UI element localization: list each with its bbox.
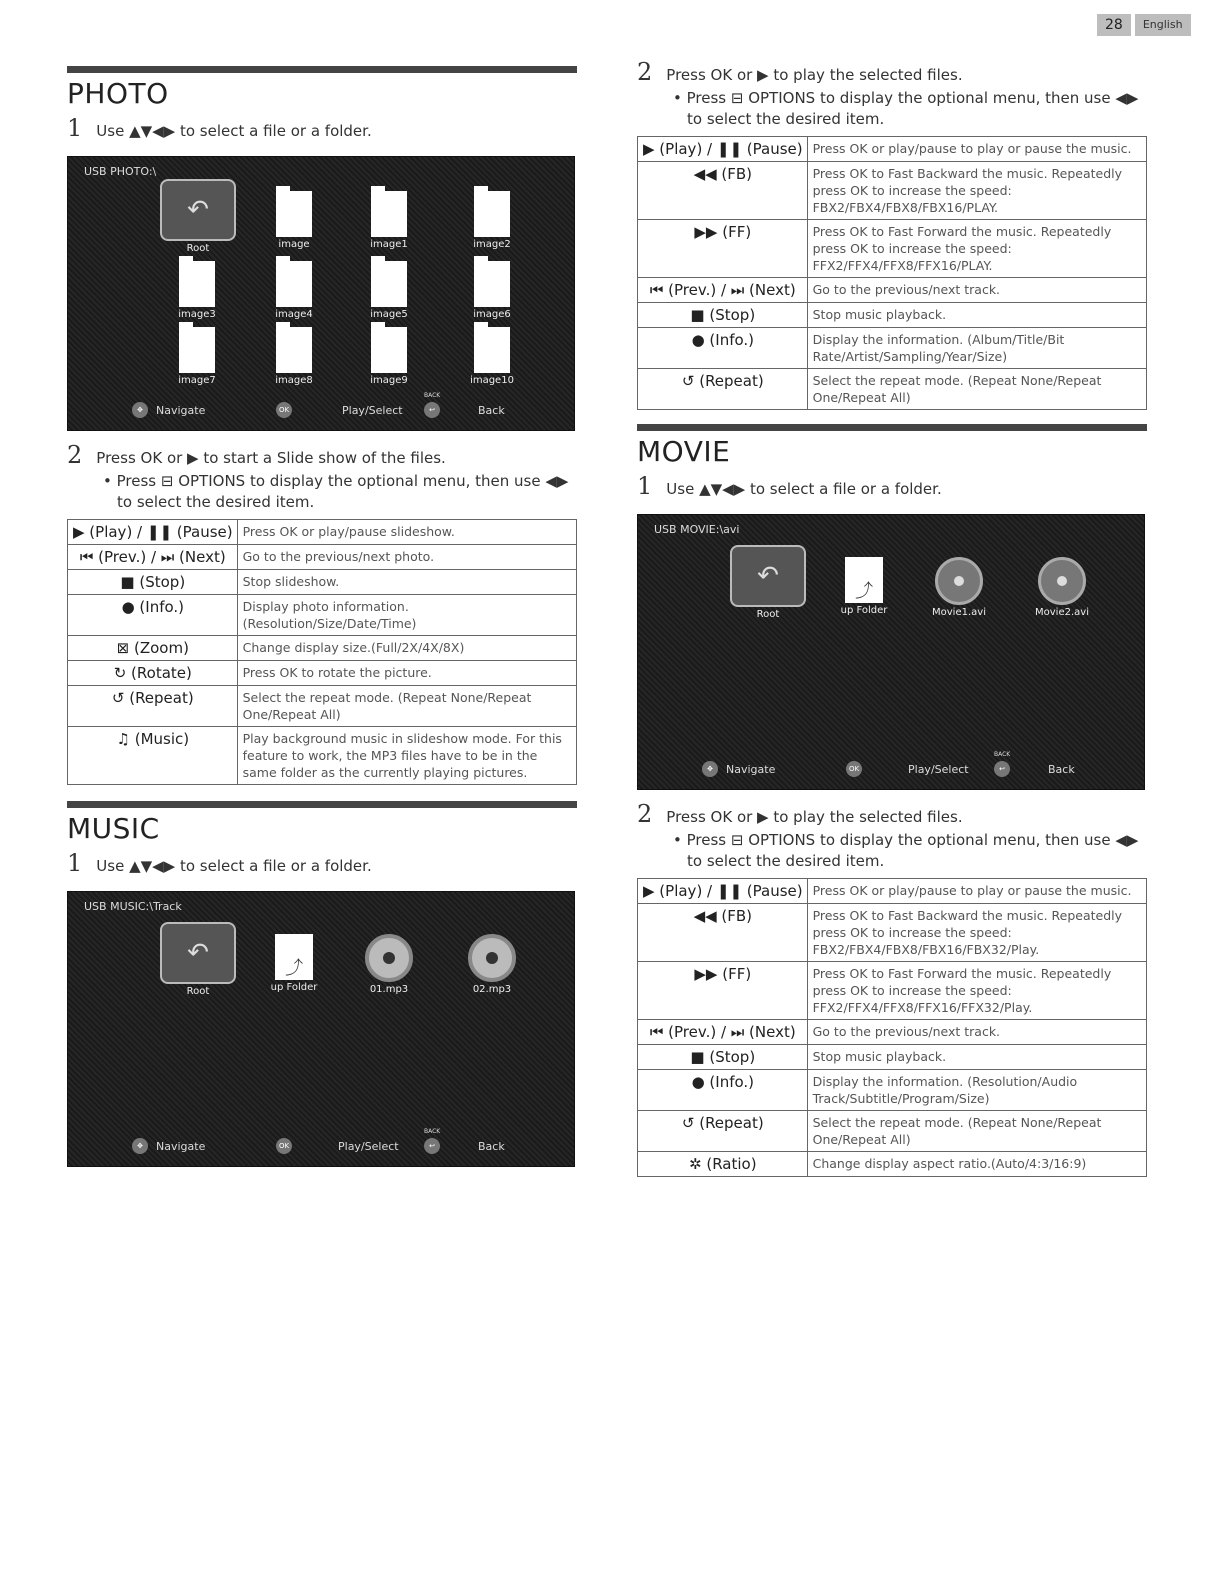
folder-icon	[474, 261, 510, 307]
right-column	[637, 58, 1147, 1177]
tile-label: up Folder	[270, 982, 318, 993]
back-caption: BACK	[424, 392, 441, 399]
table-row	[638, 879, 1147, 904]
row-desc: Change display size.(Full/2X/4X/8X)	[237, 636, 576, 661]
options-bullet: • Press ⊟ OPTIONS to display the optional menu, then use ◀▶ to select the desired item.	[673, 831, 1139, 870]
table-row	[638, 137, 1147, 162]
folder-icon	[371, 327, 407, 373]
row-desc: Press OK or play/pause slideshow.	[237, 520, 576, 545]
up-folder-tile[interactable]	[826, 557, 902, 616]
movie-step-2	[637, 800, 1147, 828]
tile-label: image6	[473, 309, 511, 320]
disc-icon	[365, 934, 413, 982]
photo-title: PHOTO	[67, 77, 169, 110]
movie-file-tile[interactable]	[921, 557, 997, 618]
photo-screen	[67, 156, 575, 431]
back-button-icon: ↩	[424, 402, 440, 418]
tile-label: Root	[186, 986, 210, 997]
folder-tile[interactable]	[351, 261, 427, 320]
fast-backward-key: ◀◀ (FB)	[638, 162, 808, 220]
tile-label: image10	[470, 375, 514, 386]
screen-nav-bar	[68, 1126, 574, 1166]
step-number: 2	[67, 441, 83, 469]
table-row	[638, 1020, 1147, 1045]
table-row	[638, 1045, 1147, 1070]
section-rule	[67, 801, 577, 808]
tile-label: Root	[756, 609, 780, 620]
row-desc: Play background music in slideshow mode. For this feature to work, the MP3 files have to be in the same folder as the currently playing pictures.	[237, 727, 576, 785]
tile-label: image3	[178, 309, 216, 320]
step-number: 1	[637, 472, 653, 500]
stop-key: ■ (Stop)	[638, 1045, 808, 1070]
table-row	[68, 661, 577, 686]
prev-next-key: ⏮ (Prev.) / ⏭ (Next)	[638, 1020, 808, 1045]
up-folder-icon: ⤴	[845, 557, 883, 603]
step-text: Press OK or ▶ to play the selected files.	[666, 66, 963, 84]
page-number: 28	[1097, 14, 1131, 36]
step-text: Press OK or ▶ to play the selected files.	[666, 808, 963, 826]
play-pause-key: ▶ (Play) / ❚❚ (Pause)	[638, 137, 808, 162]
table-row	[638, 328, 1147, 369]
table-row	[638, 162, 1147, 220]
root-tile[interactable]	[730, 545, 806, 620]
section-rule	[637, 424, 1147, 431]
row-desc: Press OK or play/pause to play or pause the music.	[807, 879, 1146, 904]
row-desc: Stop slideshow.	[237, 570, 576, 595]
section-rule	[67, 66, 577, 73]
bullet-text: Press ⊟ OPTIONS to display the optional menu, then use ◀▶ to select the desired item.	[686, 831, 1139, 870]
fast-forward-key: ▶▶ (FF)	[638, 220, 808, 278]
repeat-key: ↺ (Repeat)	[638, 369, 808, 410]
navigate-arrows-icon: ✥	[132, 402, 148, 418]
row-desc: Stop music playback.	[807, 303, 1146, 328]
tile-label: image5	[370, 309, 408, 320]
step-text: Use ▲▼◀▶ to select a file or a folder.	[96, 122, 372, 140]
tile-label: image2	[473, 239, 511, 250]
nav-label: Navigate	[156, 403, 206, 417]
folder-icon	[371, 261, 407, 307]
row-desc: Press OK to Fast Backward the music. Repeatedly press OK to increase the speed: FBX2/FBX4/FBX8/FBX16/FBX32/Play.	[807, 904, 1146, 962]
table-row	[638, 1152, 1147, 1177]
tile-label: Movie2.avi	[1035, 607, 1089, 618]
up-folder-icon: ⤴	[275, 934, 313, 980]
movie-function-table	[637, 878, 1147, 1177]
table-row	[638, 278, 1147, 303]
nav-play-select	[342, 404, 403, 417]
stop-key: ■ (Stop)	[68, 570, 238, 595]
tile-label: image8	[275, 375, 313, 386]
row-desc: Select the repeat mode. (Repeat None/Repeat One/Repeat All)	[807, 369, 1146, 410]
music-function-table	[637, 136, 1147, 410]
nav-label: Back	[478, 1139, 505, 1153]
music-file-tile[interactable]	[351, 934, 427, 995]
bullet-text: Press ⊟ OPTIONS to display the optional menu, then use ◀▶ to select the desired item.	[686, 89, 1139, 128]
options-bullet: • Press ⊟ OPTIONS to display the optional menu, then use ◀▶ to select the desired item.	[673, 89, 1139, 128]
folder-tile[interactable]	[351, 191, 427, 250]
step-number: 1	[67, 114, 83, 142]
nav-back	[994, 761, 1075, 777]
table-row	[638, 369, 1147, 410]
table-row	[68, 545, 577, 570]
folder-tile[interactable]	[159, 327, 235, 386]
table-row	[638, 904, 1147, 962]
prev-next-key: ⏮ (Prev.) / ⏭ (Next)	[638, 278, 808, 303]
screen-title: USB PHOTO:\	[84, 165, 157, 178]
back-caption: BACK	[994, 751, 1011, 758]
tile-label: image4	[275, 309, 313, 320]
ratio-key: ✲ (Ratio)	[638, 1152, 808, 1177]
info-key: ● (Info.)	[68, 595, 238, 636]
photo-step-2	[67, 441, 577, 469]
table-row	[638, 1070, 1147, 1111]
prev-next-key: ⏮ (Prev.) / ⏭ (Next)	[68, 545, 238, 570]
repeat-key: ↺ (Repeat)	[638, 1111, 808, 1152]
music-step-1	[67, 849, 577, 877]
nav-navigate	[702, 761, 775, 777]
row-desc: Press OK to Fast Forward the music. Repeatedly press OK to increase the speed: FFX2/FFX4/FFX8/FFX16/FFX32/Play.	[807, 962, 1146, 1020]
nav-label: Play/Select	[338, 1139, 399, 1153]
table-row	[68, 636, 577, 661]
table-row	[68, 595, 577, 636]
row-desc: Stop music playback.	[807, 1045, 1146, 1070]
screen-nav-bar	[638, 749, 1144, 789]
fast-forward-key: ▶▶ (FF)	[638, 962, 808, 1020]
step-number: 1	[67, 849, 83, 877]
nav-ok	[276, 402, 292, 418]
zoom-key: ⊠ (Zoom)	[68, 636, 238, 661]
nav-ok	[846, 761, 862, 777]
nav-label: Play/Select	[342, 403, 403, 417]
nav-play-select	[338, 1140, 399, 1153]
back-caption: BACK	[424, 1128, 441, 1135]
back-arrow-icon: ↶	[730, 545, 806, 607]
movie-title: MOVIE	[637, 435, 731, 468]
folder-tile[interactable]	[454, 191, 530, 250]
table-row	[638, 220, 1147, 278]
nav-label: Play/Select	[908, 762, 969, 776]
language-label: English	[1135, 14, 1191, 36]
music-title: MUSIC	[67, 812, 160, 845]
folder-icon	[474, 327, 510, 373]
nav-label: Back	[478, 403, 505, 417]
step-number: 2	[637, 58, 653, 86]
folder-tile[interactable]	[159, 261, 235, 320]
table-row	[68, 686, 577, 727]
row-desc: Change display aspect ratio.(Auto/4:3/16:9)	[807, 1152, 1146, 1177]
back-arrow-icon: ↶	[160, 179, 236, 241]
step-text: Press OK or ▶ to start a Slide show of the files.	[96, 449, 446, 467]
tile-label: image9	[370, 375, 408, 386]
navigate-arrows-icon: ✥	[132, 1138, 148, 1154]
folder-tile[interactable]	[454, 327, 530, 386]
nav-navigate	[132, 402, 205, 418]
ok-button-icon: OK	[846, 761, 862, 777]
step-text: Use ▲▼◀▶ to select a file or a folder.	[96, 857, 372, 875]
row-desc: Display photo information. (Resolution/Size/Date/Time)	[237, 595, 576, 636]
nav-label: Back	[1048, 762, 1075, 776]
nav-label: Navigate	[726, 762, 776, 776]
root-tile[interactable]	[160, 922, 236, 997]
music-file-tile[interactable]	[454, 934, 530, 995]
screen-title: USB MUSIC:\Track	[84, 900, 182, 913]
options-bullet: • Press ⊟ OPTIONS to display the optional menu, then use ◀▶ to select the desired item.	[103, 472, 569, 511]
movie-screen	[637, 514, 1145, 790]
folder-icon	[276, 327, 312, 373]
folder-tile[interactable]	[256, 327, 332, 386]
repeat-key: ↺ (Repeat)	[68, 686, 238, 727]
back-button-icon: ↩	[994, 761, 1010, 777]
tile-label: 02.mp3	[472, 984, 512, 995]
nav-ok	[276, 1138, 292, 1154]
ok-button-icon: OK	[276, 1138, 292, 1154]
navigate-arrows-icon: ✥	[702, 761, 718, 777]
ok-button-icon: OK	[276, 402, 292, 418]
folder-icon	[371, 191, 407, 237]
table-row	[638, 1111, 1147, 1152]
folder-icon	[474, 191, 510, 237]
back-button-icon: ↩	[424, 1138, 440, 1154]
film-reel-icon	[1038, 557, 1086, 605]
root-tile[interactable]	[160, 179, 236, 254]
tile-label: image	[278, 239, 310, 250]
table-row	[638, 303, 1147, 328]
info-key: ● (Info.)	[638, 328, 808, 369]
row-desc: Press OK to Fast Backward the music. Repeatedly press OK to increase the speed: FBX2/FBX4/FBX8/FBX16/PLAY.	[807, 162, 1146, 220]
table-row	[68, 520, 577, 545]
table-row	[638, 962, 1147, 1020]
play-pause-key: ▶ (Play) / ❚❚ (Pause)	[638, 879, 808, 904]
table-row	[68, 570, 577, 595]
rotate-key: ↻ (Rotate)	[68, 661, 238, 686]
folder-tile[interactable]	[256, 261, 332, 320]
tile-label: image7	[178, 375, 216, 386]
row-desc: Press OK or play/pause to play or pause the music.	[807, 137, 1146, 162]
folder-icon	[179, 261, 215, 307]
nav-navigate	[132, 1138, 205, 1154]
tile-label: 01.mp3	[369, 984, 409, 995]
music-screen	[67, 891, 575, 1167]
tile-label: Movie1.avi	[932, 607, 986, 618]
row-desc: Press OK to Fast Forward the music. Repeatedly press OK to increase the speed: FFX2/FFX4/FFX8/FFX16/PLAY.	[807, 220, 1146, 278]
row-desc: Go to the previous/next track.	[807, 278, 1146, 303]
movie-file-tile[interactable]	[1024, 557, 1100, 618]
row-desc: Display the information. (Album/Title/Bit Rate/Artist/Sampling/Year/Size)	[807, 328, 1146, 369]
photo-function-table	[67, 519, 577, 785]
table-row	[68, 727, 577, 785]
stop-key: ■ (Stop)	[638, 303, 808, 328]
bullet-text: Press ⊟ OPTIONS to display the optional menu, then use ◀▶ to select the desired item.	[116, 472, 569, 511]
screen-nav-bar	[68, 390, 574, 430]
tile-label: image1	[370, 239, 408, 250]
step-text: Use ▲▼◀▶ to select a file or a folder.	[666, 480, 942, 498]
page-badge	[1097, 14, 1191, 36]
film-reel-icon	[935, 557, 983, 605]
screen-title: USB MOVIE:\avi	[654, 523, 740, 536]
nav-back	[424, 402, 505, 418]
movie-step-1	[637, 472, 1147, 500]
disc-icon	[468, 934, 516, 982]
folder-tile[interactable]	[351, 327, 427, 386]
row-desc: Go to the previous/next photo.	[237, 545, 576, 570]
nav-play-select	[908, 763, 969, 776]
play-pause-key: ▶ (Play) / ❚❚ (Pause)	[68, 520, 238, 545]
row-desc: Select the repeat mode. (Repeat None/Repeat One/Repeat All)	[807, 1111, 1146, 1152]
row-desc: Press OK to rotate the picture.	[237, 661, 576, 686]
nav-label: Navigate	[156, 1139, 206, 1153]
folder-tile[interactable]	[454, 261, 530, 320]
step-number: 2	[637, 800, 653, 828]
folder-icon	[276, 261, 312, 307]
nav-back	[424, 1138, 505, 1154]
fast-backward-key: ◀◀ (FB)	[638, 904, 808, 962]
music-key: ♫ (Music)	[68, 727, 238, 785]
row-desc: Select the repeat mode. (Repeat None/Repeat One/Repeat All)	[237, 686, 576, 727]
folder-tile[interactable]	[256, 191, 332, 250]
tile-label: up Folder	[840, 605, 888, 616]
row-desc: Display the information. (Resolution/Audio Track/Subtitle/Program/Size)	[807, 1070, 1146, 1111]
left-column	[67, 66, 577, 1167]
up-folder-tile[interactable]	[256, 934, 332, 993]
row-desc: Go to the previous/next track.	[807, 1020, 1146, 1045]
folder-icon	[276, 191, 312, 237]
info-key: ● (Info.)	[638, 1070, 808, 1111]
folder-icon	[179, 327, 215, 373]
tile-label: Root	[186, 243, 210, 254]
back-arrow-icon: ↶	[160, 922, 236, 984]
photo-step-1	[67, 114, 577, 142]
music-step-2	[637, 58, 1147, 86]
